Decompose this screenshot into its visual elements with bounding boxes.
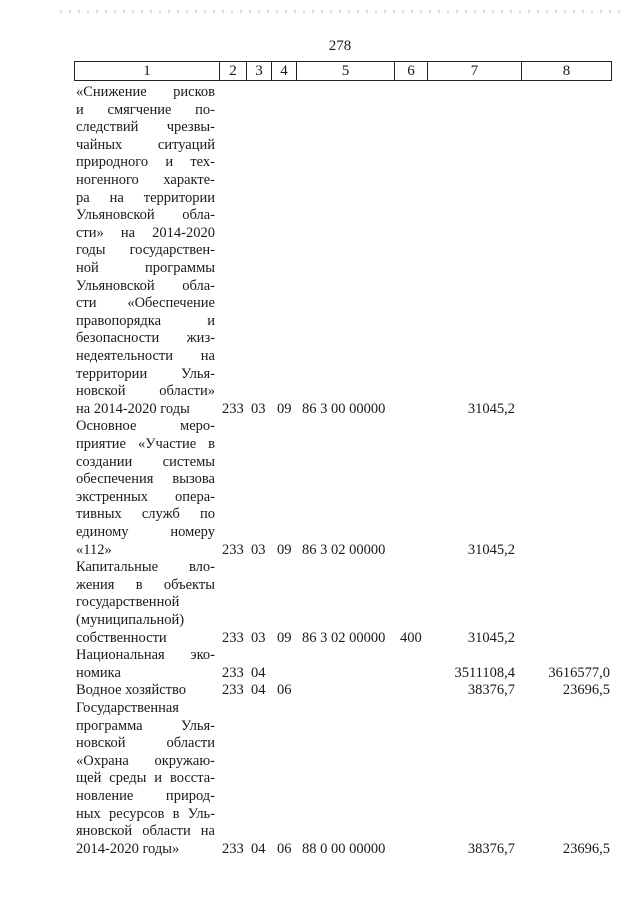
description-line: сти «Обеспечение: [76, 295, 215, 312]
table-row: [0, 418, 640, 559]
column-header-table: [74, 61, 612, 81]
description-line: ной программы: [76, 259, 215, 276]
row-description: [76, 682, 215, 700]
description-line: ра на территории: [76, 189, 215, 206]
table-row: [0, 682, 640, 700]
description-line: обеспечения вызова: [76, 471, 215, 488]
description-line: чайных ситуаций: [76, 136, 215, 153]
cell-col-3: 03: [251, 541, 266, 558]
description-line: на 2014-2020 годы: [76, 400, 190, 417]
description-line: Ульяновской обла-: [76, 277, 215, 294]
cell-col-3: 03: [251, 400, 266, 417]
cell-col-5: 88 0 00 00000: [302, 840, 386, 857]
description-line: «Охрана окружаю-: [76, 752, 215, 769]
description-line: правопорядка и: [76, 312, 215, 329]
description-line: Государственная: [76, 700, 179, 716]
description-line: (муниципальной): [76, 611, 185, 628]
row-description: [76, 700, 215, 858]
description-line: территории Улья-: [76, 365, 215, 382]
table-row: [0, 84, 640, 418]
description-line: приятие «Участие в: [76, 435, 215, 452]
cell-col-2: 233: [222, 682, 244, 699]
description-line: Основное меро-: [76, 418, 215, 435]
row-description: [76, 559, 215, 647]
description-line: Водное хозяйство: [76, 682, 187, 699]
table-row: [0, 647, 640, 682]
description-line: природного и тех-: [76, 154, 215, 171]
description-line: государственной: [76, 594, 180, 611]
description-line: недеятельности на: [76, 347, 215, 364]
cell-col-8: 3616577,0: [548, 664, 610, 681]
description-line: жения в объекты: [76, 576, 215, 593]
cell-col-8: 23696,5: [562, 840, 610, 857]
description-line: годы государствен-: [76, 242, 215, 259]
description-line: сти» на 2014-2020: [76, 224, 215, 241]
table-row: [0, 700, 640, 858]
column-header-7: 7: [428, 62, 522, 81]
description-line: и смягчение по-: [76, 101, 215, 118]
cell-col-3: 03: [251, 629, 266, 646]
description-line: безопасности жиз-: [76, 330, 215, 347]
cell-col-2: 233: [222, 664, 244, 681]
column-header-2: 2: [220, 62, 247, 81]
description-line: единому номеру: [76, 523, 215, 540]
description-line: ногенного характе-: [76, 171, 215, 188]
cell-col-7: 38376,7: [467, 682, 515, 699]
column-header-4: 4: [272, 62, 297, 81]
cell-col-4: 09: [277, 400, 292, 417]
page-number: 278: [328, 38, 352, 54]
column-header-row: [75, 62, 612, 81]
cell-col-7: 31045,2: [467, 629, 515, 646]
description-line: номика: [76, 664, 121, 681]
cell-col-7: 3511108,4: [454, 664, 515, 681]
column-header-6: 6: [395, 62, 428, 81]
description-line: Капитальные вло-: [76, 559, 215, 576]
cell-col-6: 400: [400, 629, 422, 646]
description-line: следствий чрезвы-: [76, 119, 215, 136]
cell-col-7: 31045,2: [467, 541, 515, 558]
description-line: новление природ-: [76, 787, 215, 804]
description-line: создании системы: [76, 453, 215, 470]
cell-col-5: 86 3 02 00000: [302, 629, 386, 646]
cell-col-2: 233: [222, 629, 244, 646]
description-line: ных ресурсов в Уль-: [76, 805, 215, 822]
row-description: [76, 647, 215, 682]
cell-col-3: 04: [251, 664, 266, 681]
scan-noise: [60, 10, 620, 13]
row-description: [76, 418, 215, 559]
cell-col-2: 233: [222, 400, 244, 417]
description-line: 2014-2020 годы»: [76, 840, 180, 857]
cell-col-4: 09: [277, 541, 292, 558]
row-description: [76, 84, 215, 418]
description-line: программа Улья-: [76, 717, 215, 734]
cell-col-5: 86 3 02 00000: [302, 541, 386, 558]
description-line: экстренных опера-: [76, 488, 215, 505]
description-line: собственности: [76, 629, 167, 646]
cell-col-7: 31045,2: [467, 400, 515, 417]
description-line: Национальная эко-: [76, 647, 215, 664]
cell-col-4: 06: [277, 840, 292, 857]
description-line: Ульяновской обла-: [76, 207, 215, 224]
description-line: щей среды и восста-: [76, 770, 215, 787]
cell-col-4: 06: [277, 682, 292, 699]
column-header-3: 3: [247, 62, 272, 81]
cell-col-8: 23696,5: [562, 682, 610, 699]
cell-col-7: 38376,7: [467, 840, 515, 857]
cell-col-5: 86 3 00 00000: [302, 400, 386, 417]
cell-col-3: 04: [251, 840, 266, 857]
cell-col-2: 233: [222, 541, 244, 558]
description-line: яновской области на: [76, 823, 215, 840]
description-line: «112»: [76, 541, 112, 558]
column-header-8: 8: [522, 62, 612, 81]
column-header-5: 5: [297, 62, 395, 81]
description-line: новской области: [76, 735, 215, 752]
cell-col-3: 04: [251, 682, 266, 699]
description-line: тивных служб по: [76, 506, 215, 523]
cell-col-2: 233: [222, 840, 244, 857]
description-line: новской области»: [76, 383, 215, 400]
column-header-1: 1: [75, 62, 220, 81]
table-row: [0, 559, 640, 647]
description-line: «Снижение рисков: [76, 84, 215, 100]
cell-col-4: 09: [277, 629, 292, 646]
